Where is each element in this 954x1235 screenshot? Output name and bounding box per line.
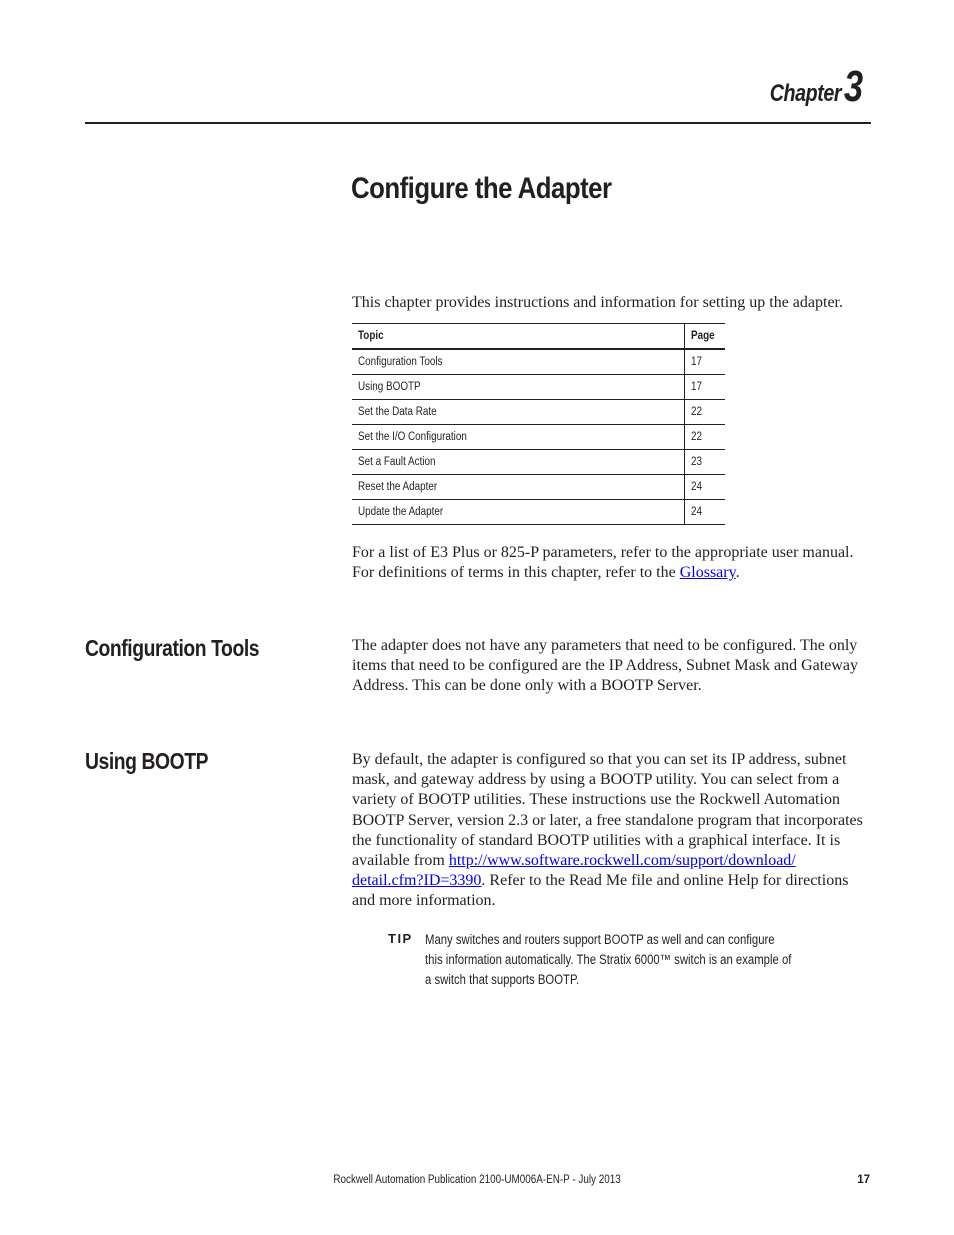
page-cell: 24 (685, 500, 726, 525)
using-bootp-paragraph (352, 750, 872, 912)
header-rule (85, 122, 871, 124)
bootp-download-link[interactable]: http://www.software.rockwell.com/support/download/ detail.cfm?ID=3390 (352, 852, 796, 890)
intro-paragraph: This chapter provides instructions and information for setting up the adapter. (352, 294, 843, 311)
footer-page-number: 17 (857, 1174, 870, 1186)
table-row (352, 349, 725, 375)
page-title: Configure the Adapter (351, 172, 612, 205)
column-header-topic: Topic (352, 324, 685, 350)
topic-cell: Set a Fault Action (352, 450, 685, 475)
topic-cell: Set the I/O Configuration (352, 425, 685, 450)
page-cell: 23 (685, 450, 726, 475)
tip-text: Many switches and routers support BOOTP as well and can configure this information automatically. The Stratix 6000™ switch is an example of a switch that supports BOOTP. (425, 932, 792, 987)
topic-cell: Using BOOTP (352, 375, 685, 400)
table-row (352, 375, 725, 400)
page-cell: 17 (685, 349, 726, 375)
references-line-2-prefix: For definitions of terms in this chapter, refer to the (352, 564, 680, 582)
table-row (352, 400, 725, 425)
chapter-label: Chapter (770, 80, 842, 107)
chapter-number: 3 (843, 62, 863, 111)
topic-cell: Configuration Tools (352, 349, 685, 375)
table-header-row (352, 324, 725, 350)
chapter-header (754, 62, 868, 112)
section-heading-using-bootp: Using BOOTP (85, 748, 209, 774)
table-row (352, 425, 725, 450)
tip-label: TIP (388, 931, 413, 946)
topic-cell: Update the Adapter (352, 500, 685, 525)
topics-table (352, 323, 725, 525)
references-line-1: For a list of E3 Plus or 825-P parameters, refer to the appropriate user manual. (352, 544, 854, 561)
table-row (352, 500, 725, 525)
topic-cell: Reset the Adapter (352, 475, 685, 500)
footer-publication: Rockwell Automation Publication 2100-UM006A-EN-P - July 2013 (333, 1174, 621, 1186)
page-cell: 24 (685, 475, 726, 500)
configuration-tools-paragraph: The adapter does not have any parameters that need to be configured. The only items that need to be configured are the IP Address, Subnet Mask and Gateway Address. This can be done only with a BOOTP Server. (352, 637, 858, 695)
references-line-2-suffix: . (735, 564, 740, 582)
table-row (352, 450, 725, 475)
using-bootp-text: By default, the adapter is configured so that you can set its IP address, subnet mask, and gateway address by using a BOOTP utility. You can select from a variety of BOOTP utilities. These instructions use the Rockwell Automation BOOTP Server, version 2.3 or later, a free standalone program that incorporates the functionality of standard BOOTP utilities with a graphical interface. It is available from (352, 751, 863, 870)
using-bootp-text-suffix: . Refer to the Read Me file and online Help for directions and more information. (352, 872, 849, 910)
page-cell: 17 (685, 375, 726, 400)
topic-cell: Set the Data Rate (352, 400, 685, 425)
column-header-page: Page (685, 324, 726, 350)
glossary-link[interactable]: Glossary (679, 564, 736, 582)
page-cell: 22 (685, 425, 726, 450)
table-row (352, 475, 725, 500)
section-heading-configuration-tools: Configuration Tools (85, 635, 260, 661)
references-paragraph (352, 543, 872, 583)
page-cell: 22 (685, 400, 726, 425)
